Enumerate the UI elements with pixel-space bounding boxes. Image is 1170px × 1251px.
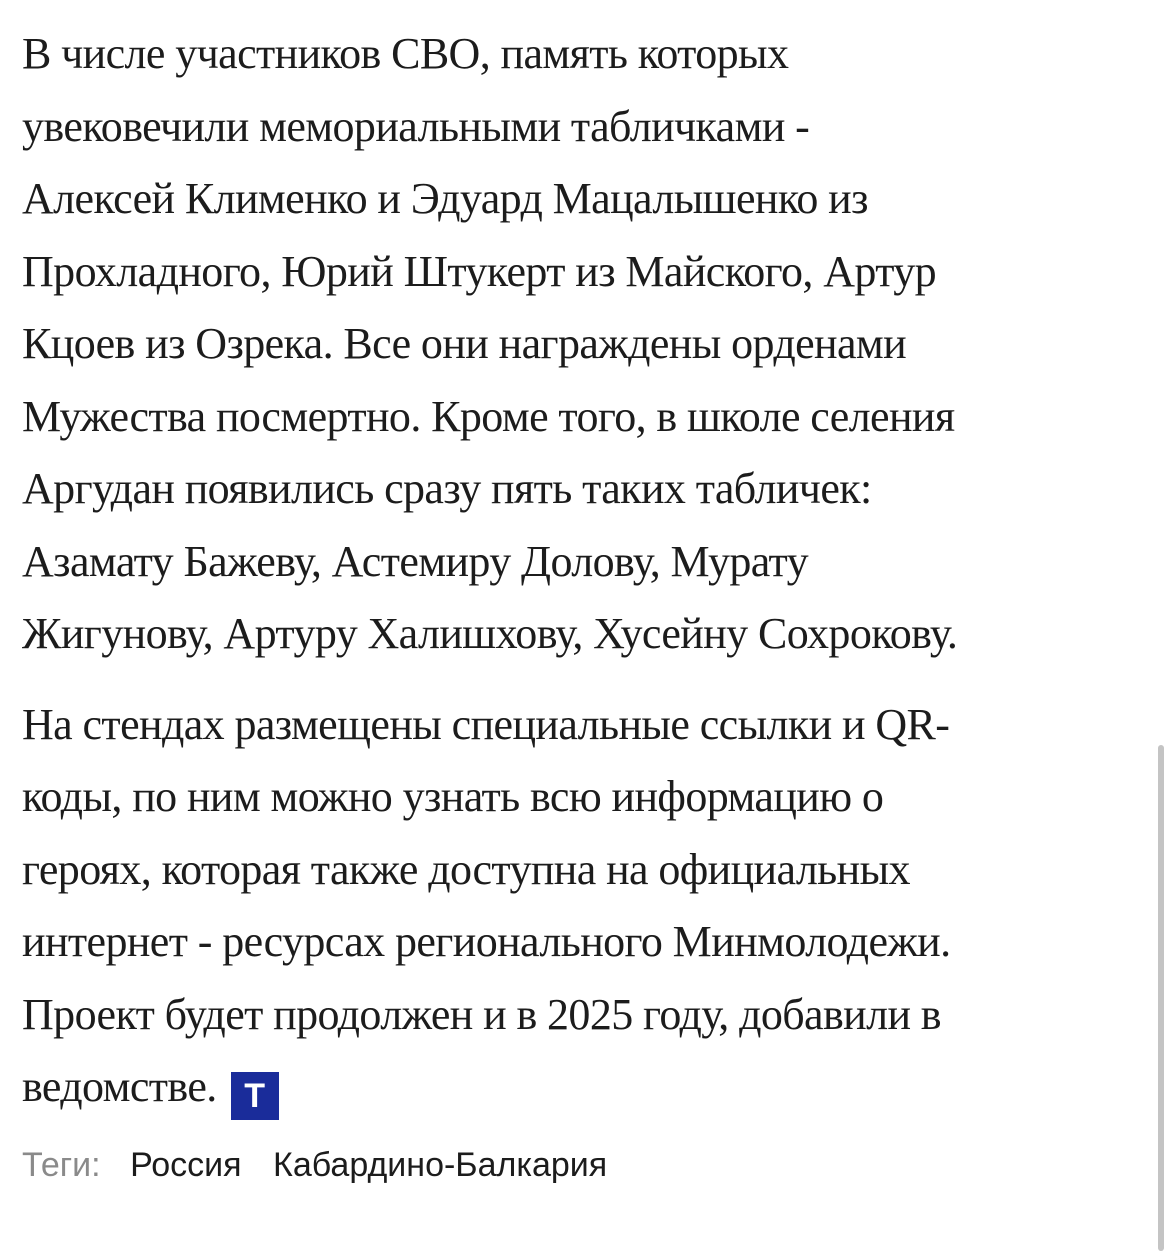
text-line: Мужества посмертно. Кроме того, в школе селения (22, 391, 955, 441)
text-line: Жигунову, Артуру Халишхову, Хусейну Сохрокову. (22, 609, 958, 658)
text-line: коды, по ним можно узнать всю информацию о (22, 772, 884, 821)
tag-link-kabardino-balkaria[interactable]: Кабардино-Балкария (273, 1146, 608, 1184)
text-line-last (22, 1051, 1150, 1124)
text-line-content: ведомстве. (22, 1062, 217, 1111)
vertical-scrollbar[interactable] (1158, 745, 1164, 1251)
text-line: героях, которая также доступна на официальных (22, 844, 910, 894)
tags-label: Теги: (22, 1146, 101, 1184)
text-line: Прохладного, Юрий Штукерт из Майского, Артур (22, 246, 937, 296)
article-body (22, 18, 1150, 1124)
text-line: Кцоев из Озрека. Все они награждены орденами (22, 319, 907, 368)
tags-row (22, 1143, 629, 1187)
paragraph-2 (22, 689, 1150, 1124)
text-line: увековечили мемориальными табличками - (22, 101, 810, 151)
text-line: Аргудан появились сразу пять таких табличек: (22, 464, 872, 513)
text-line: интернет - ресурсах регионального Минмолодежи. (22, 917, 951, 966)
tag-link-russia[interactable]: Россия (130, 1146, 242, 1184)
paragraph-1 (22, 18, 1150, 671)
text-line: На стендах размещены специальные ссылки и QR- (22, 699, 950, 749)
source-logo-badge[interactable]: Т (231, 1072, 279, 1120)
text-line: В числе участников СВО, память которых (22, 29, 789, 78)
text-line: Проект будет продолжен и в 2025 году, добавили в (22, 989, 941, 1039)
text-line: Азамату Бажеву, Астемиру Долову, Мурату (22, 536, 808, 586)
text-line: Алексей Клименко и Эдуард Мацалышенко из (22, 174, 868, 223)
